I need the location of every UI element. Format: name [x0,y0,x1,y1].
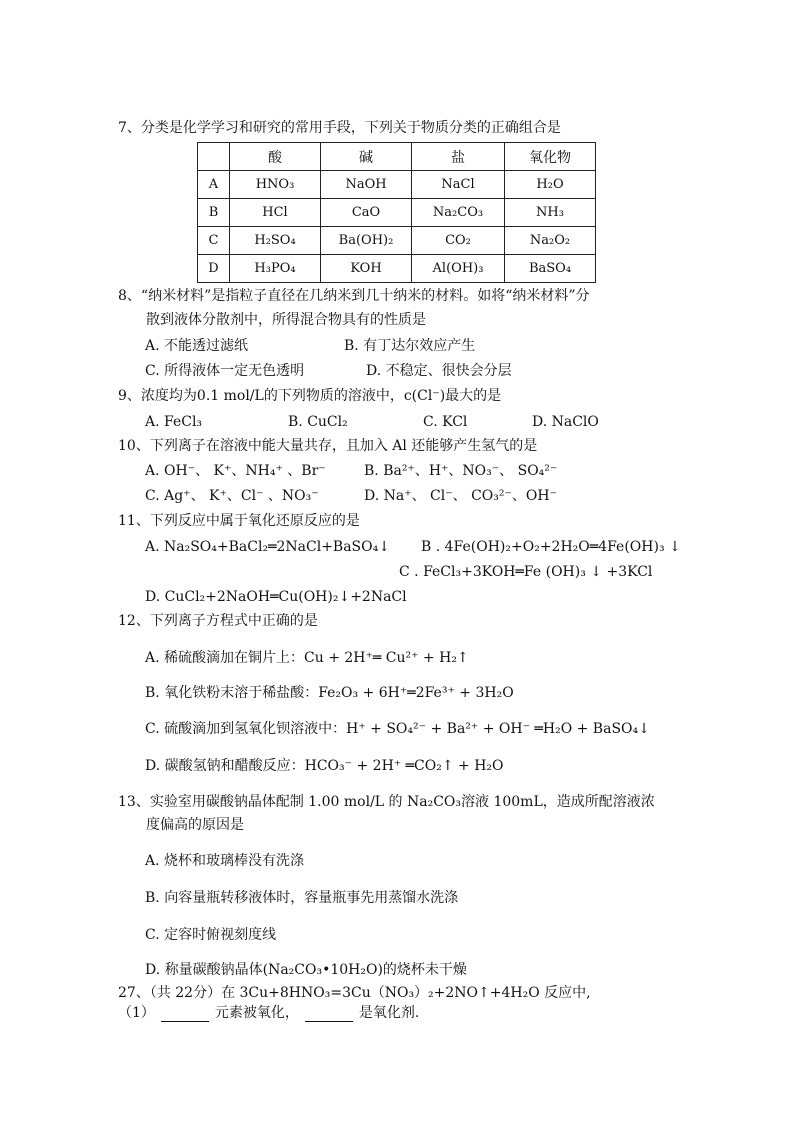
q11-option-a: A. Na₂SO₄+BaCl₂═2NaCl+BaSO₄↓ [145,539,390,555]
q27-part1-number: （1） [118,1005,155,1021]
q9-option-c: C. KCl [423,414,468,430]
table-header-cell [198,143,230,171]
table-header-base: 碱 [321,143,412,171]
table-cell: H₂O [505,171,596,199]
q8-option-d: D. 不稳定、很快会分层 [366,363,512,379]
table-cell: H₃PO₄ [230,255,321,283]
table-cell: Ba(OH)₂ [321,227,412,255]
q12-option-d: D. 碳酸氢钠和醋酸反应：HCO₃⁻ + 2H⁺ ═CO₂↑ + H₂O [145,758,504,774]
q12-option-a: A. 稀硫酸滴加在铜片上：Cu + 2H⁺═ Cu²⁺ + H₂↑ [145,650,469,666]
q27-blank-2[interactable] [305,1007,353,1022]
table-cell: BaSO₄ [505,255,596,283]
table-cell: NaOH [321,171,412,199]
q27-part1-text-mid: 元素被氧化， [214,1005,299,1021]
q8-stem-line1: 8、“纳米材料”是指粒子直径在几纳米到几十纳米的材料。如将“纳米材料”分 [118,288,590,304]
q10-option-b: B. Ba²⁺、H⁺、NO₃⁻、 SO₄²⁻ [364,463,558,479]
table-cell: D [198,255,230,283]
q27-blank-1[interactable] [161,1007,209,1022]
q12-option-b: B. 氧化铁粉末溶于稀盐酸：Fe₂O₃ + 6H⁺═2Fe³⁺ + 3H₂O [145,685,514,701]
q10-stem: 10、下列离子在溶液中能大量共存，且加入 Al 还能够产生氢气的是 [118,438,538,454]
q8-stem-line2: 散到液体分散剂中，所得混合物具有的性质是 [146,312,426,328]
table-cell: HNO₃ [230,171,321,199]
q7-stem: 7、分类是化学学习和研究的常用手段，下列关于物质分类的正确组合是 [118,120,561,136]
table-cell: KOH [321,255,412,283]
q11-option-d: D. CuCl₂+2NaOH═Cu(OH)₂↓+2NaCl [145,589,407,605]
q12-stem: 12、下列离子方程式中正确的是 [118,613,318,629]
q13-stem-line2: 度偏高的原因是 [146,817,244,833]
table-cell: A [198,171,230,199]
table-cell: Na₂CO₃ [412,199,505,227]
q13-stem-line1: 13、实验室用碳酸钠晶体配制 1.00 mol/L 的 Na₂CO₃溶液 100mL，造成所配溶液浓 [118,794,655,810]
q13-option-a: A. 烧杯和玻璃棒没有洗涤 [145,853,305,869]
table-cell: CO₂ [412,227,505,255]
table-row [198,171,596,199]
table-cell: NH₃ [505,199,596,227]
table-cell: B [198,199,230,227]
table-row [198,227,596,255]
q9-option-d: D. NaClO [532,414,599,430]
table-cell: NaCl [412,171,505,199]
table-header-salt: 盐 [412,143,505,171]
q8-option-a: A. 不能透过滤纸 [145,338,249,354]
q9-option-a: A. FeCl₃ [145,414,203,430]
table-cell: Na₂O₂ [505,227,596,255]
q9-option-b: B. CuCl₂ [288,414,348,430]
table-header-oxide: 氧化物 [505,143,596,171]
q11-stem: 11、下列反应中属于氧化还原反应的是 [118,513,360,529]
q10-option-a: A. OH⁻、 K⁺、NH₄⁺ 、Br⁻ [145,463,326,479]
q12-option-c: C. 硫酸滴加到氢氧化钡溶液中：H⁺ + SO₄²⁻ + Ba²⁺ + OH⁻ ═H₂O + BaSO₄↓ [145,721,650,737]
table-cell: C [198,227,230,255]
q11-option-b: B . 4Fe(OH)₂+O₂+2H₂O═4Fe(OH)₃ ↓ [421,539,681,555]
table-header-acid: 酸 [230,143,321,171]
q10-option-d: D. Na⁺、 Cl⁻、 CO₃²⁻、OH⁻ [364,488,557,504]
table-row [198,199,596,227]
q13-option-b: B. 向容量瓶转移液体时，容量瓶事先用蒸馏水洗涤 [145,890,459,906]
q11-option-c: C . FeCl₃+3KOH═Fe (OH)₃ ↓ +3KCl [399,564,653,580]
table-row [198,255,596,283]
q13-option-d: D. 称量碳酸钠晶体(Na₂CO₃•10H₂O)的烧杯未干燥 [145,962,467,978]
q27-part1 [118,1004,419,1022]
table-cell: CaO [321,199,412,227]
table-cell: Al(OH)₃ [412,255,505,283]
q10-option-c: C. Ag⁺、 K⁺、Cl⁻ 、NO₃⁻ [145,488,319,504]
q27-part1-text-end: 是氧化剂. [358,1005,420,1021]
q8-option-c: C. 所得液体一定无色透明 [145,363,305,379]
q13-option-c: C. 定容时俯视刻度线 [145,927,277,943]
q27-stem: 27、（共 22分）在 3Cu+8HNO₃=3Cu（NO₃）₂+2NO↑+4H₂O 反应中, [118,985,591,1001]
classification-table [197,142,596,283]
table-cell: H₂SO₄ [230,227,321,255]
q9-stem: 9、浓度均为0.1 mol/L的下列物质的溶液中，c(Cl⁻)最大的是 [118,388,502,404]
table-header-row [198,143,596,171]
q8-option-b: B. 有丁达尔效应产生 [344,338,476,354]
table-cell: HCl [230,199,321,227]
